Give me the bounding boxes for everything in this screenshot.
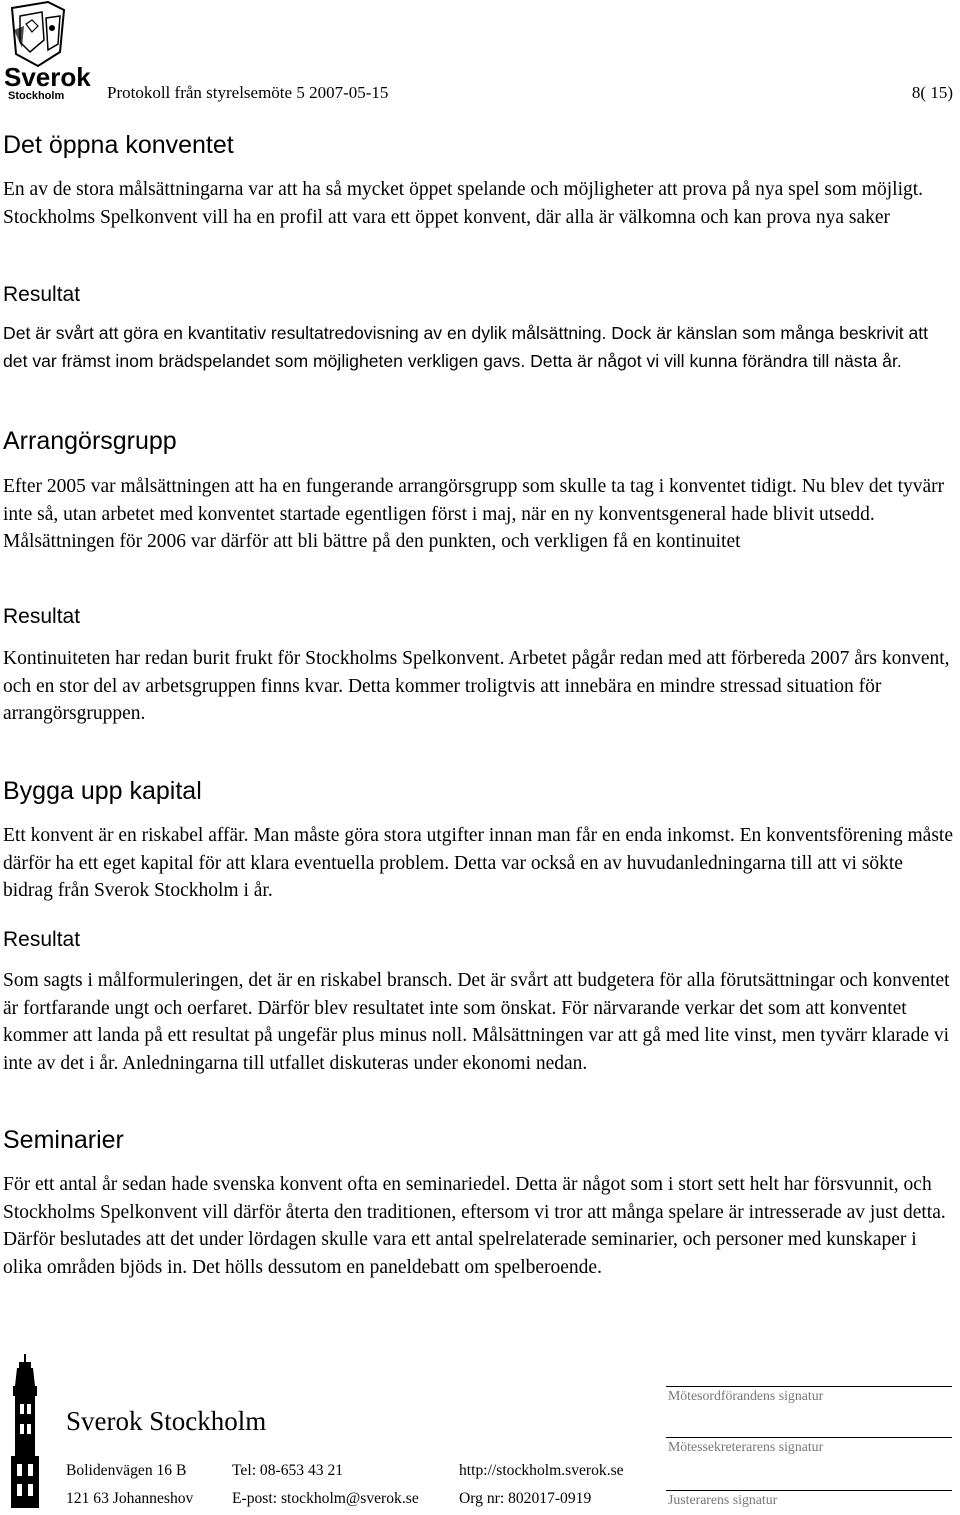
section-heading: Det öppna konventet bbox=[3, 131, 234, 159]
section-heading: Seminarier bbox=[3, 1126, 124, 1154]
section-heading: Bygga upp kapital bbox=[3, 777, 202, 805]
footer-tel: Tel: 08-653 43 21 bbox=[232, 1462, 344, 1479]
section-heading: Arrangörsgrupp bbox=[3, 427, 177, 455]
section-paragraph: Efter 2005 var målsättningen att ha en fungerande arrangörsgrupp som skulle ta tag i konventet tidigt. Nu blev det tyvärr inte så, utan arbetet med konventet startade egentligen först i maj, när en ny konventsgeneral hade blivit utsedd. Målsättningen för 2006 var därför att bli bättre på den punkten, och verkligen få en kontinuitet bbox=[3, 476, 945, 552]
footer-web-link[interactable]: http://stockholm.sverok.se bbox=[459, 1462, 624, 1479]
section-paragraph: Ett konvent är en riskabel affär. Man måste göra stora utgifter innan man får en enda inkomst. En konventsförening måste därför ha ett eget kapital för att klara eventuella problem. Detta var också en av huvudanledningarna till att vi sökte bidrag från Sverok Stockholm i år. bbox=[3, 825, 953, 901]
footer-address: Bolidenvägen 16 B bbox=[66, 1462, 187, 1479]
page-number: 8( 15) bbox=[911, 83, 953, 102]
signature-label: Mötesordförandens signatur bbox=[668, 1388, 824, 1403]
city-hall-tower-icon bbox=[2, 1352, 48, 1510]
section-paragraph: En av de stora målsättningarna var att ha så mycket öppet spelande och möjligheter att prova på nya spel som möjligt. Stockholms Spelkonvent vill ha en profil att vara ett öppet konvent, där alla är välkomna och kan prova nya saker bbox=[3, 179, 924, 228]
signature-line bbox=[666, 1437, 952, 1438]
signature-line bbox=[666, 1386, 952, 1387]
result-heading: Resultat bbox=[3, 928, 81, 951]
signature-label: Mötessekreterarens signatur bbox=[668, 1439, 824, 1454]
result-heading: Resultat bbox=[3, 605, 81, 628]
footer-email[interactable]: E-post: stockholm@sverok.se bbox=[232, 1490, 419, 1507]
section-paragraph: För ett antal år sedan hade svenska konvent ofta en seminariedel. Detta är något som i stort sett helt har försvunnit, och Stockholms Spelkonvent vill därför återta den traditionen, eftersom vi tror att många spelare är intresserade av just detta. Därför beslutades att det under lördagen skulle vara ett antal spelrelaterade seminarier, och personer med kunskaper i olika områden bjöds in. Det hölls dessutom en paneldebatt om spelberoende. bbox=[3, 1174, 946, 1278]
sverok-logo bbox=[2, 0, 94, 104]
signature-label: Justerarens signatur bbox=[668, 1492, 778, 1507]
footer-organization: Sverok Stockholm bbox=[66, 1406, 267, 1436]
document-title: Protokoll från styrelsemöte 5 2007-05-15 bbox=[107, 83, 389, 102]
signature-line bbox=[666, 1490, 952, 1491]
result-paragraph: Kontinuiteten har redan burit frukt för Stockholms Spelkonvent. Arbetet pågår redan med att förbereda 2007 års konvent, och en stor del av arbetsgruppen finns kvar. Detta kommer troligtvis att innebära en mindre stressad situation för arrangörsgruppen. bbox=[3, 648, 950, 724]
result-paragraph: Det är svårt att göra en kvantitativ resultatredovisning av en dylik målsättning. Dock är känslan som många beskrivit att det var främst inom brädspelandet som möjligheten verkligen gavs. Detta är något vi vill kunna förändra till nästa år. bbox=[3, 323, 929, 371]
result-heading: Resultat bbox=[3, 283, 81, 306]
footer-postal: 121 63 Johanneshov bbox=[66, 1490, 194, 1507]
logo-text: Sverok bbox=[4, 62, 91, 92]
footer-org-number: Org nr: 802017-0919 bbox=[459, 1490, 592, 1507]
logo-subtext: Stockholm bbox=[8, 90, 65, 102]
result-paragraph: Som sagts i målformuleringen, det är en riskabel bransch. Det är svårt att budgetera för alla förutsättningar och konventet är fortfarande ungt och oerfaret. Därför blev resultatet inte som önskat. För närvarande verkar det som att konventet kommer att landa på ett resultat på ungefär plus minus noll. Målsättningen var att gå med lite vinst, men tyvärr klarade vi inte av det i år. Anledningarna till utfallet diskuteras under ekonomi nedan. bbox=[3, 970, 950, 1074]
